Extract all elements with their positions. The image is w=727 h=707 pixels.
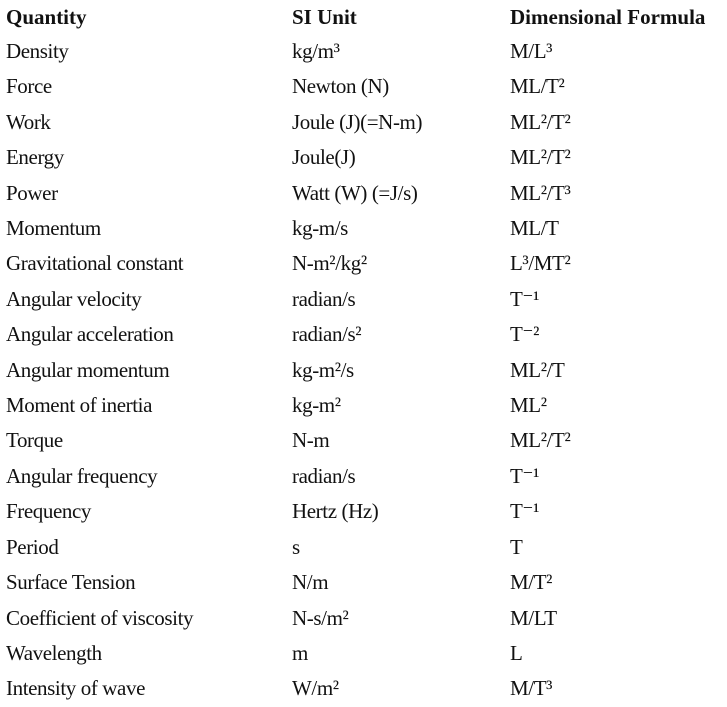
quantity-cell: Angular momentum [6, 357, 170, 382]
quantity-cell: Angular frequency [6, 463, 158, 488]
dimension-cell: T⁻¹ [510, 286, 540, 311]
header-quantity: Quantity [6, 5, 87, 29]
table-row [6, 565, 725, 600]
quantity-cell: Period [6, 534, 59, 559]
table-row [6, 494, 725, 529]
table-row [6, 34, 725, 69]
dimension-cell: ML/T [510, 216, 559, 241]
table-row [6, 282, 725, 317]
header-si-unit: SI Unit [292, 5, 357, 29]
si-unit-cell: N-m²/kg² [292, 251, 367, 276]
si-unit-cell: kg-m/s [292, 216, 348, 241]
table-row [6, 140, 725, 175]
dimension-cell: T [510, 534, 523, 559]
quantity-cell: Moment of inertia [6, 393, 152, 418]
si-unit-cell: Newton (N) [292, 74, 389, 99]
dimension-cell: T⁻¹ [510, 463, 540, 488]
table-row [6, 636, 725, 671]
table-row [6, 388, 725, 423]
si-unit-cell: radian/s [292, 286, 356, 311]
dimension-cell: ML²/T³ [510, 180, 571, 205]
quantity-cell: Intensity of wave [6, 676, 145, 701]
quantity-cell: Wavelength [6, 640, 102, 665]
quantity-cell: Work [6, 109, 51, 134]
dimension-cell: M/L³ [510, 39, 553, 63]
si-unit-cell: N/m [292, 570, 329, 595]
dimension-cell: T⁻¹ [510, 499, 540, 524]
dimension-cell: M/T³ [510, 676, 553, 701]
si-unit-cell: kg/m³ [292, 39, 340, 63]
dimension-cell: M/T² [510, 570, 553, 595]
si-unit-cell: m [292, 640, 308, 665]
si-unit-cell: radian/s² [292, 322, 362, 347]
table-row [6, 459, 725, 494]
si-unit-cell: kg-m² [292, 393, 341, 418]
quantity-cell: Force [6, 74, 52, 99]
si-unit-cell: Watt (W) (=J/s) [292, 180, 418, 205]
dimension-cell: ML²/T [510, 357, 565, 382]
quantity-cell: Angular acceleration [6, 322, 174, 347]
dimension-cell: ML²/T² [510, 145, 571, 170]
table-row [6, 211, 725, 246]
table-row [6, 317, 725, 352]
table-row [6, 176, 725, 211]
quantity-cell: Coefficient of viscosity [6, 605, 194, 630]
dimension-cell: ML²/T² [510, 109, 571, 134]
quantity-cell: Angular velocity [6, 286, 142, 311]
table-row [6, 671, 725, 706]
table-row [6, 246, 725, 281]
dimension-cell: ML/T² [510, 74, 565, 99]
quantities-table [6, 0, 725, 707]
table-row [6, 601, 725, 636]
quantity-cell: Frequency [6, 499, 92, 524]
dimension-cell: T⁻² [510, 322, 540, 347]
si-unit-cell: Joule (J)(=N-m) [292, 109, 423, 134]
table-row [6, 69, 725, 104]
si-unit-cell: W/m² [292, 676, 339, 701]
dimension-cell: L [510, 640, 523, 665]
header-dimensional-formula: Dimensional Formula [510, 5, 706, 29]
quantity-cell: Power [6, 180, 58, 205]
dimension-cell: M/LT [510, 605, 557, 630]
si-unit-cell: s [292, 534, 300, 559]
si-unit-cell: N-s/m² [292, 605, 349, 630]
quantity-cell: Energy [6, 145, 64, 170]
si-unit-cell: Joule(J) [292, 145, 356, 170]
si-unit-cell: radian/s [292, 463, 356, 488]
quantity-cell: Density [6, 39, 69, 63]
header-row [6, 0, 725, 34]
quantity-cell: Momentum [6, 216, 101, 241]
table-row [6, 105, 725, 140]
si-unit-cell: Hertz (Hz) [292, 499, 379, 524]
table-row [6, 530, 725, 565]
dimension-cell: ML²/T² [510, 428, 571, 453]
quantity-cell: Torque [6, 428, 63, 453]
dimension-cell: ML² [510, 393, 547, 418]
table-row [6, 353, 725, 388]
quantity-cell: Surface Tension [6, 570, 136, 595]
table-row [6, 423, 725, 458]
si-unit-cell: N-m [292, 428, 330, 453]
quantity-cell: Gravitational constant [6, 251, 184, 276]
si-unit-cell: kg-m²/s [292, 357, 354, 382]
dimension-cell: L³/MT² [510, 251, 571, 276]
